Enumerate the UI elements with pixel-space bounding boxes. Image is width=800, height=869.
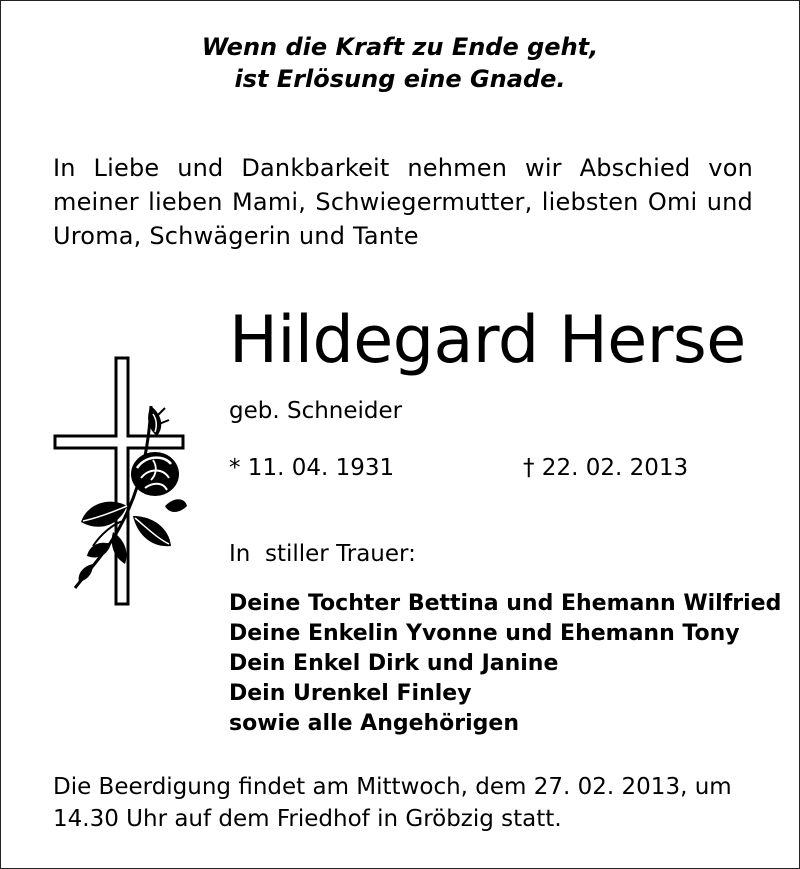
mourner-line: Deine Tochter Bettina und Ehemann Wilfried <box>229 591 782 616</box>
intro-line-1: In Liebe und Dankbarkeit nehmen wir Abschied von <box>53 154 753 182</box>
cross-with-rose-icon <box>53 356 188 608</box>
motto-line-2: ist Erlösung eine Gnade. <box>234 65 566 93</box>
mourner-line: sowie alle Angehörigen <box>229 711 520 736</box>
motto <box>1 31 799 95</box>
deceased-name: Hildegard Herse <box>229 303 746 378</box>
funeral-line-2: 14.30 Uhr auf dem Friedhof in Gröbzig statt. <box>53 806 562 832</box>
motto-line-1: Wenn die Kraft zu Ende geht, <box>201 33 599 61</box>
mourning-label: In stiller Trauer: <box>229 541 416 567</box>
intro-text <box>53 151 753 253</box>
funeral-notice <box>53 771 753 835</box>
intro-line-3: Uroma, Schwägerin und Tante <box>53 222 419 250</box>
birth-date: * 11. 04. 1931 <box>229 455 395 481</box>
mourner-line: Dein Enkel Dirk und Janine <box>229 651 559 676</box>
funeral-line-1: Die Beerdigung findet am Mittwoch, dem 27. 02. 2013, um <box>53 774 732 800</box>
intro-line-2: meiner lieben Mami, Schwiegermutter, liebsten Omi und <box>53 188 753 216</box>
mourners-list <box>229 589 781 739</box>
death-date: † 22. 02. 2013 <box>523 455 689 481</box>
mourner-line: Deine Enkelin Yvonne und Ehemann Tony <box>229 621 740 646</box>
mourner-line: Dein Urenkel Finley <box>229 681 472 706</box>
maiden-name: geb. Schneider <box>229 398 403 424</box>
